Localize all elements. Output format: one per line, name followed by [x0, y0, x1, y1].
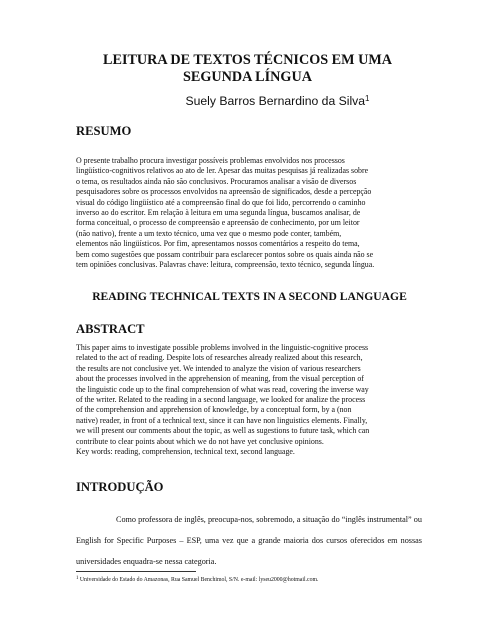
paper-title — [60, 52, 435, 86]
resumo-line: visual do código lingüístico até a compreensão final do que foi lido, percorrendo o caminho — [76, 197, 366, 207]
intro-heading: INTRODUÇÃO — [76, 480, 164, 494]
footnote-mark: 1 — [76, 576, 79, 581]
english-title: READING TECHNICAL TEXTS IN A SECOND LANGUAGE — [92, 290, 407, 303]
resumo-line: bem como sugestões que possam contribuir para esclarecer pontos sobre os quais ainda não se — [76, 249, 374, 259]
author-name: Suely Barros Bernardino da Silva — [185, 94, 366, 108]
abstract-text — [76, 343, 422, 457]
intro-text: Como professora de inglês, preocupa-nos, sobremodo, a situação do “inglês instrumental” ou English for Specific Purposes – ESP, uma vez que a grande maioria dos cursos oferecidos em nossas universidades enquadra-se nessa categoria. — [76, 515, 422, 567]
abstract-line: contribute to clear points about which we do not have yet conclusive opinions. — [76, 436, 324, 446]
paper-title-line-2: SEGUNDA LÍNGUA — [183, 69, 312, 85]
resumo-line: pesquisadores sobre os processos envolvidos na apreensão de significados, desde a percepção — [76, 187, 372, 197]
abstract-line: This paper aims to investigate possible problems involved in the linguistic-cognitive process — [76, 343, 369, 352]
abstract-line: Key words: reading, comprehension, technical text, second language. — [76, 447, 295, 457]
resumo-line: tem opiniões conclusivas. Palavras chave: leitura, compreensão, texto técnico, segunda língua. — [76, 260, 375, 270]
paper-title-line-1: LEITURA DE TEXTOS TÉCNICOS EM UMA — [103, 52, 392, 68]
abstract-line: of the writer. Related to the reading in a second language, we looked for analize the process — [76, 395, 366, 405]
resumo-line: inverso ao do escritor. Em relação à leitura em uma segunda língua, buscamos analisar, de — [76, 208, 361, 218]
intro-paragraph — [76, 509, 422, 573]
abstract-heading: ABSTRACT — [76, 322, 145, 336]
resumo-line: o tema, os resultados ainda não são conclusivos. Procuramos analisar a visão de diversos — [76, 176, 357, 186]
resumo-line: lingüístico-cognitivos relativos ao ato de ler. Apesar das muitas pesquisas já realizadas sobre — [76, 166, 369, 176]
resumo-heading: RESUMO — [76, 124, 132, 138]
footnote — [76, 575, 436, 584]
abstract-line: we will present our comments about the topic, as well as sugestions to future task, which can — [76, 426, 370, 436]
resumo-text — [76, 156, 422, 270]
abstract-line: of the comprehension and apprehension of knowledge, by a conceptual form, by a (non — [76, 405, 352, 415]
abstract-line: native) reader, in front of a technical text, since it can have non linguistics elements. Finally, — [76, 415, 368, 425]
resumo-line: (não nativo), frente a um texto técnico, uma vez que o mesmo pode conter, também, — [76, 228, 342, 238]
resumo-line: forma conceitual, o processo de compreensão e apreensão de conhecimento, por um leitor — [76, 218, 360, 228]
abstract-line: related to the act of reading. Despite lots of researches already realized about this research, — [76, 353, 363, 363]
resumo-line: elementos não lingüísticos. Por fim, apresentamos nossos comentários a respeito do tema, — [76, 239, 360, 249]
abstract-line: the linguistic code up to the final comprehension of what was read, covering the inverse way — [76, 384, 369, 394]
footnote-divider — [76, 571, 196, 572]
abstract-line: about the processes involved in the apprehension of meaning, from the visual perception of — [76, 374, 364, 384]
footnote-text: Universidade do Estado do Amazonas, Rua Samuel Benchimol, S/N. e-mail: lyseu2000@hotmail.com. — [78, 577, 319, 583]
author-footnote-mark: 1 — [365, 94, 370, 103]
abstract-line: the results are not conclusive yet. We intended to analyze the vision of various researchers — [76, 363, 361, 373]
author-line — [0, 94, 495, 108]
resumo-line: O presente trabalho procura investigar possíveis problemas envolvidos nos processos — [76, 156, 345, 165]
